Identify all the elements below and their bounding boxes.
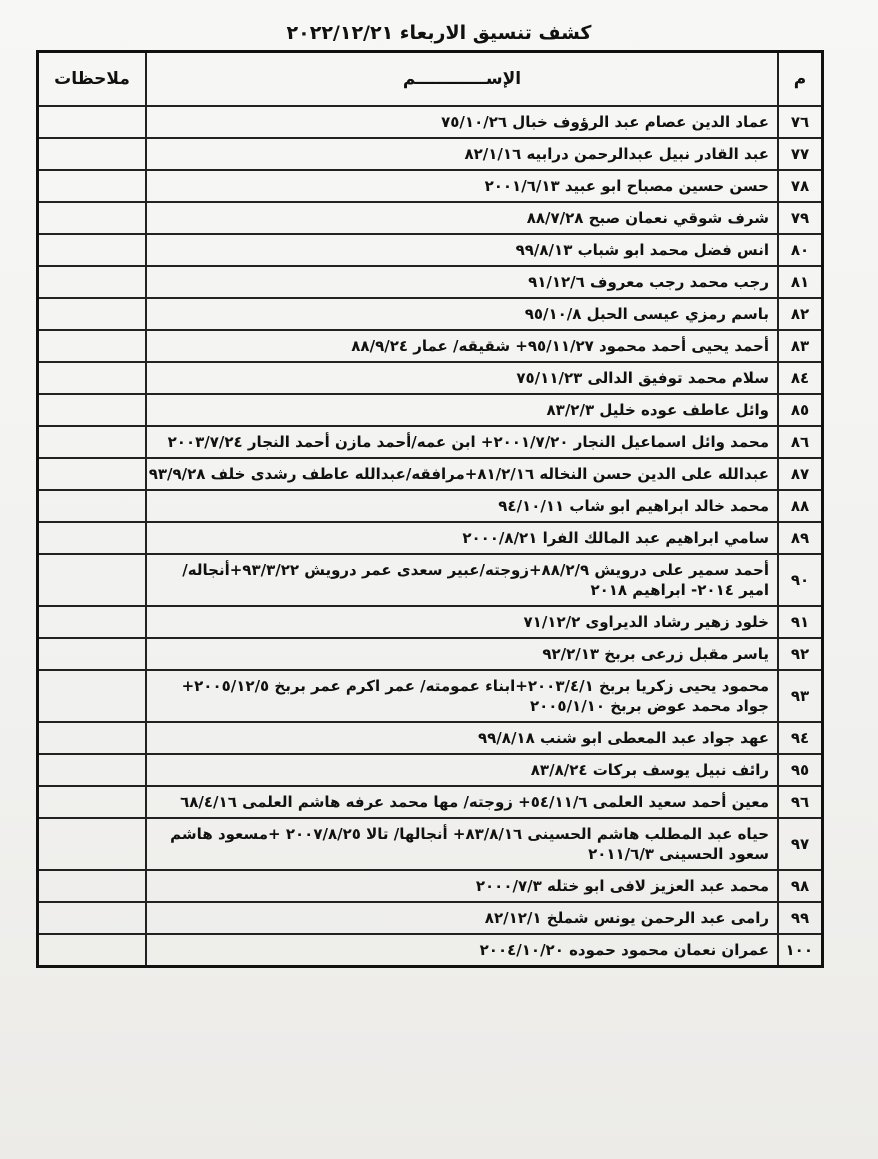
row-notes [38,934,147,967]
row-notes [38,234,147,266]
row-name: انس فضل محمد ابو شباب ٩٩/٨/١٣ [146,234,778,266]
row-name: محمد عبد العزيز لافى ابو ختله ٢٠٠٠/٧/٣ [146,870,778,902]
table-row [38,138,823,170]
column-header-notes: ملاحظات [38,52,147,107]
row-notes [38,818,147,870]
row-number: ٨٠ [778,234,823,266]
table-row [38,458,823,490]
row-name: عماد الدين عصام عبد الرؤوف خبال ٧٥/١٠/٢٦ [146,106,778,138]
column-header-name: الإســــــــــــم [146,52,778,107]
row-notes [38,266,147,298]
row-name: عبد القادر نبيل عبدالرحمن درابيه ٨٢/١/١٦ [146,138,778,170]
row-notes [38,606,147,638]
row-number: ٨٦ [778,426,823,458]
table-row [38,554,823,606]
row-name: رجب محمد رجب معروف ٩١/١٢/٦ [146,266,778,298]
table-row [38,786,823,818]
row-number: ٩٩ [778,902,823,934]
row-notes [38,202,147,234]
row-notes [38,786,147,818]
row-notes [38,330,147,362]
row-notes [38,138,147,170]
row-notes [38,426,147,458]
row-notes [38,902,147,934]
row-number: ٧٨ [778,170,823,202]
row-notes [38,298,147,330]
row-number: ٩٤ [778,722,823,754]
row-number: ٩٣ [778,670,823,722]
table-row [38,106,823,138]
row-name: محمد وائل اسماعيل النجار ٢٠٠١/٧/٢٠+ ابن عمه/أحمد مازن أحمد النجار ٢٠٠٣/٧/٢٤ [146,426,778,458]
row-number: ٩٢ [778,638,823,670]
table-row [38,170,823,202]
row-name: حياه عبد المطلب هاشم الحسينى ٨٣/٨/١٦+ أنجالها/ تالا ٢٠٠٧/٨/٢٥ +مسعود هاشم سعود الحسينى ٢٠١١/٦/٣ [146,818,778,870]
row-name: عبدالله على الدين حسن النخاله ٨١/٢/١٦+مرافقه/عبدالله عاطف رشدى خلف ٩٣/٩/٢٨ [146,458,778,490]
row-number: ٧٦ [778,106,823,138]
row-notes [38,670,147,722]
row-number: ٧٩ [778,202,823,234]
row-number: ٨٤ [778,362,823,394]
row-notes [38,394,147,426]
row-number: ١٠٠ [778,934,823,967]
table-row [38,298,823,330]
row-notes [38,554,147,606]
table-row [38,426,823,458]
row-notes [38,362,147,394]
row-notes [38,754,147,786]
row-notes [38,458,147,490]
row-notes [38,170,147,202]
table-row [38,722,823,754]
row-name: باسم رمزي عيسى الحبل ٩٥/١٠/٨ [146,298,778,330]
row-number: ٩٧ [778,818,823,870]
row-name: رامى عبد الرحمن يونس شملخ ٨٢/١٢/١ [146,902,778,934]
row-number: ٨٧ [778,458,823,490]
table-row [38,606,823,638]
table-row [38,266,823,298]
row-name: سلام محمد توفيق الدالى ٧٥/١١/٢٣ [146,362,778,394]
row-name: أحمد سمير على درويش ٨٨/٢/٩+زوجته/عبير سعدى عمر درويش ٩٣/٣/٢٢+أنجاله/امير ٢٠١٤- ابراهيم ٢٠١٨ [146,554,778,606]
row-number: ٨٣ [778,330,823,362]
header-row [38,52,823,107]
row-number: ٨٨ [778,490,823,522]
row-name: محمود يحيى زكريا بربخ ٢٠٠٣/٤/١+ابناء عمومته/ عمر اكرم عمر بربخ ٢٠٠٥/١٢/٥+ جواد محمد عوض بربخ ٢٠٠٥/١/١٠ [146,670,778,722]
table-row [38,638,823,670]
table-row [38,490,823,522]
table-row [38,754,823,786]
row-number: ٧٧ [778,138,823,170]
table-row [38,330,823,362]
row-notes [38,638,147,670]
row-name: عمران نعمان محمود حموده ٢٠٠٤/١٠/٢٠ [146,934,778,967]
row-number: ٨٩ [778,522,823,554]
row-name: وائل عاطف عوده خليل ٨٣/٢/٣ [146,394,778,426]
roster-table [36,50,824,968]
table-row [38,670,823,722]
column-header-number: م [778,52,823,107]
row-notes [38,522,147,554]
row-number: ٩٨ [778,870,823,902]
row-notes [38,722,147,754]
row-number: ٩٦ [778,786,823,818]
table-row [38,362,823,394]
row-name: ياسر مقبل زرعى بربخ ٩٢/٢/١٣ [146,638,778,670]
row-number: ٩٠ [778,554,823,606]
row-name: خلود زهير رشاد الديراوى ٧١/١٢/٢ [146,606,778,638]
document-title: كشف تنسيق الاربعاء ٢٠٢٢/١٢/٢١ [286,22,592,44]
table-row [38,870,823,902]
row-name: شرف شوقي نعمان صبح ٨٨/٧/٢٨ [146,202,778,234]
table-row [38,522,823,554]
row-name: أحمد يحيى أحمد محمود ٩٥/١١/٢٧+ شقيقه/ عمار ٨٨/٩/٢٤ [146,330,778,362]
row-number: ٩١ [778,606,823,638]
row-name: حسن حسين مصباح ابو عبيد ٢٠٠١/٦/١٣ [146,170,778,202]
row-notes [38,490,147,522]
row-name: محمد خالد ابراهيم ابو شاب ٩٤/١٠/١١ [146,490,778,522]
table-row [38,934,823,967]
table-row [38,234,823,266]
row-number: ٨٢ [778,298,823,330]
row-notes [38,106,147,138]
row-number: ٨١ [778,266,823,298]
row-number: ٩٥ [778,754,823,786]
row-name: رائف نبيل يوسف بركات ٨٣/٨/٢٤ [146,754,778,786]
row-number: ٨٥ [778,394,823,426]
table-row [38,202,823,234]
table-row [38,818,823,870]
row-name: معين أحمد سعيد العلمى ٥٤/١١/٦+ زوجته/ مها محمد عرفه هاشم العلمى ٦٨/٤/١٦ [146,786,778,818]
table-row [38,902,823,934]
row-notes [38,870,147,902]
row-name: عهد جواد عبد المعطى ابو شنب ٩٩/٨/١٨ [146,722,778,754]
row-name: سامي ابراهيم عبد المالك الفرا ٢٠٠٠/٨/٢١ [146,522,778,554]
table-body [38,106,823,967]
table-row [38,394,823,426]
